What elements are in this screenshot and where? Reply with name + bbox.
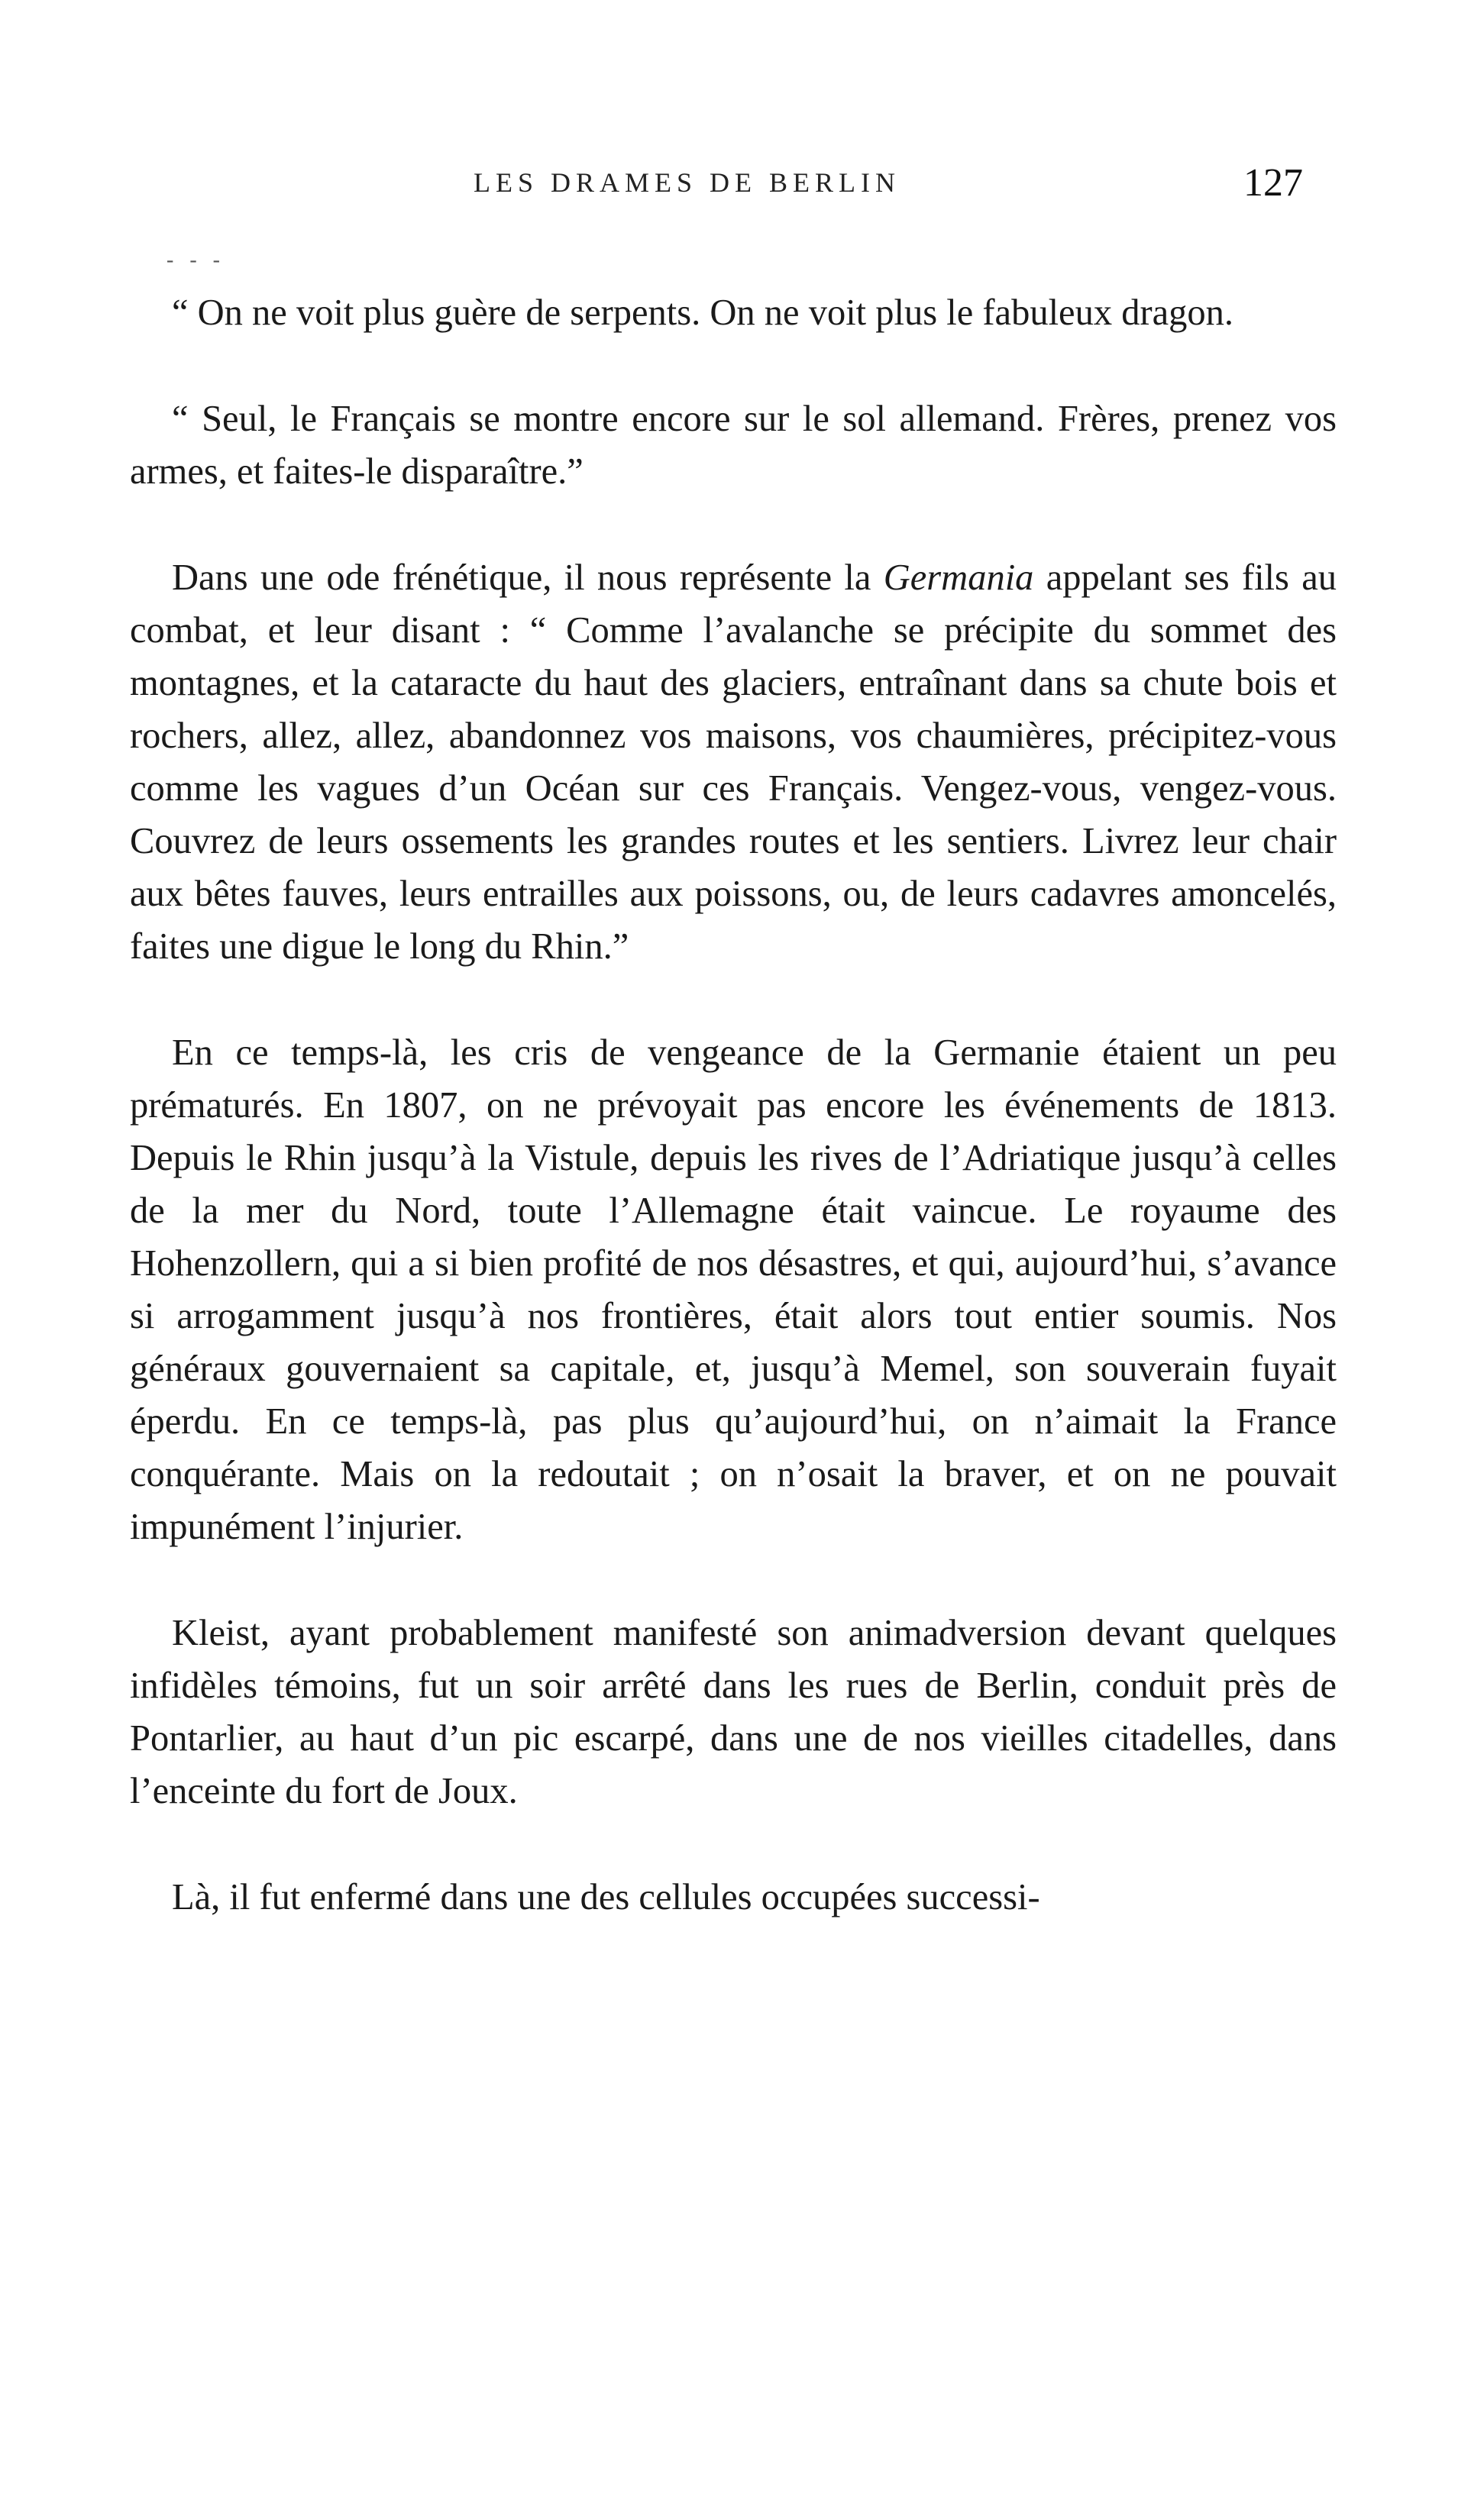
paragraph-ode-text-after: appelant ses fils au combat, et leur disant : “ Comme l’avalanche se précipite du sommet des montagnes, et la cataracte du haut des glaciers, entraînant dans sa chute bois et rochers, allez, allez, abandonnez vos maisons, vos chaumières, précipitez-vous comme les vagues d’un Océan sur ces Français. Vengez-vous, vengez-vous. Couvrez de leurs ossements les grandes routes et les sentiers. Livrez leur chair aux bêtes fauves, leurs entrailles aux poissons, ou, de leurs cadavres amoncelés, faites une digue le long du Rhin.” xyxy=(130,557,1337,967)
paragraph-quote-francais: “ Seul, le Français se montre encore sur le sol allemand. Frères, prenez vos armes, et faites-le disparaître.” xyxy=(130,399,1337,492)
paragraph-kleist-arrest: Kleist, ayant probablement manifesté son animadversion devant quelques infidèles témoins, fut un soir arrêté dans les rues de Berlin, conduit près de Pontarlier, au haut d’un pic escarpé, dans une de nos vieilles citadelles, dans l’enceinte du fort de Joux. xyxy=(130,1613,1337,1811)
paragraph-ode-germania xyxy=(130,551,1337,973)
page-number: 127 xyxy=(1243,161,1303,205)
italic-germania: Germania xyxy=(883,557,1034,598)
paragraph-en-ce-temps-la: En ce temps-là, les cris de vengeance de la Germanie étaient un peu prématurés. En 1807, on ne prévoyait pas encore les événements de 1813. Depuis le Rhin jusqu’à la Vistule, depuis les rives de l’Adriatique jusqu’à celles de la mer du Nord, toute l’Allemagne était vaincue. Le royaume des Hohenzollern, qui a si bien profité de nos désastres, et qui, aujourd’hui, s’avance si arrogamment jusqu’à nos frontières, était alors tout entier soumis. Nos généraux gouvernaient sa capitale, et, jusqu’à Memel, son souverain fuyait éperdu. En ce temps-là, pas plus qu’aujourd’hui, on n’aimait la France conquérante. Mais on la redoutait ; on n’osait la braver, et on ne pouvait impunément l’injurier. xyxy=(130,1032,1337,1547)
running-head: LES DRAMES DE BERLIN xyxy=(474,167,901,198)
body-text xyxy=(130,286,1337,1977)
paragraph-ode-text-before: Dans une ode frénétique, il nous représente la xyxy=(172,557,884,598)
paragraph-la-il-fut: Là, il fut enfermé dans une des cellules occupées successi- xyxy=(172,1877,1040,1917)
paragraph-quote-serpents: “ On ne voit plus guère de serpents. On ne voit plus le fabuleux dragon. xyxy=(172,292,1233,333)
print-speck: - - - xyxy=(167,248,220,272)
